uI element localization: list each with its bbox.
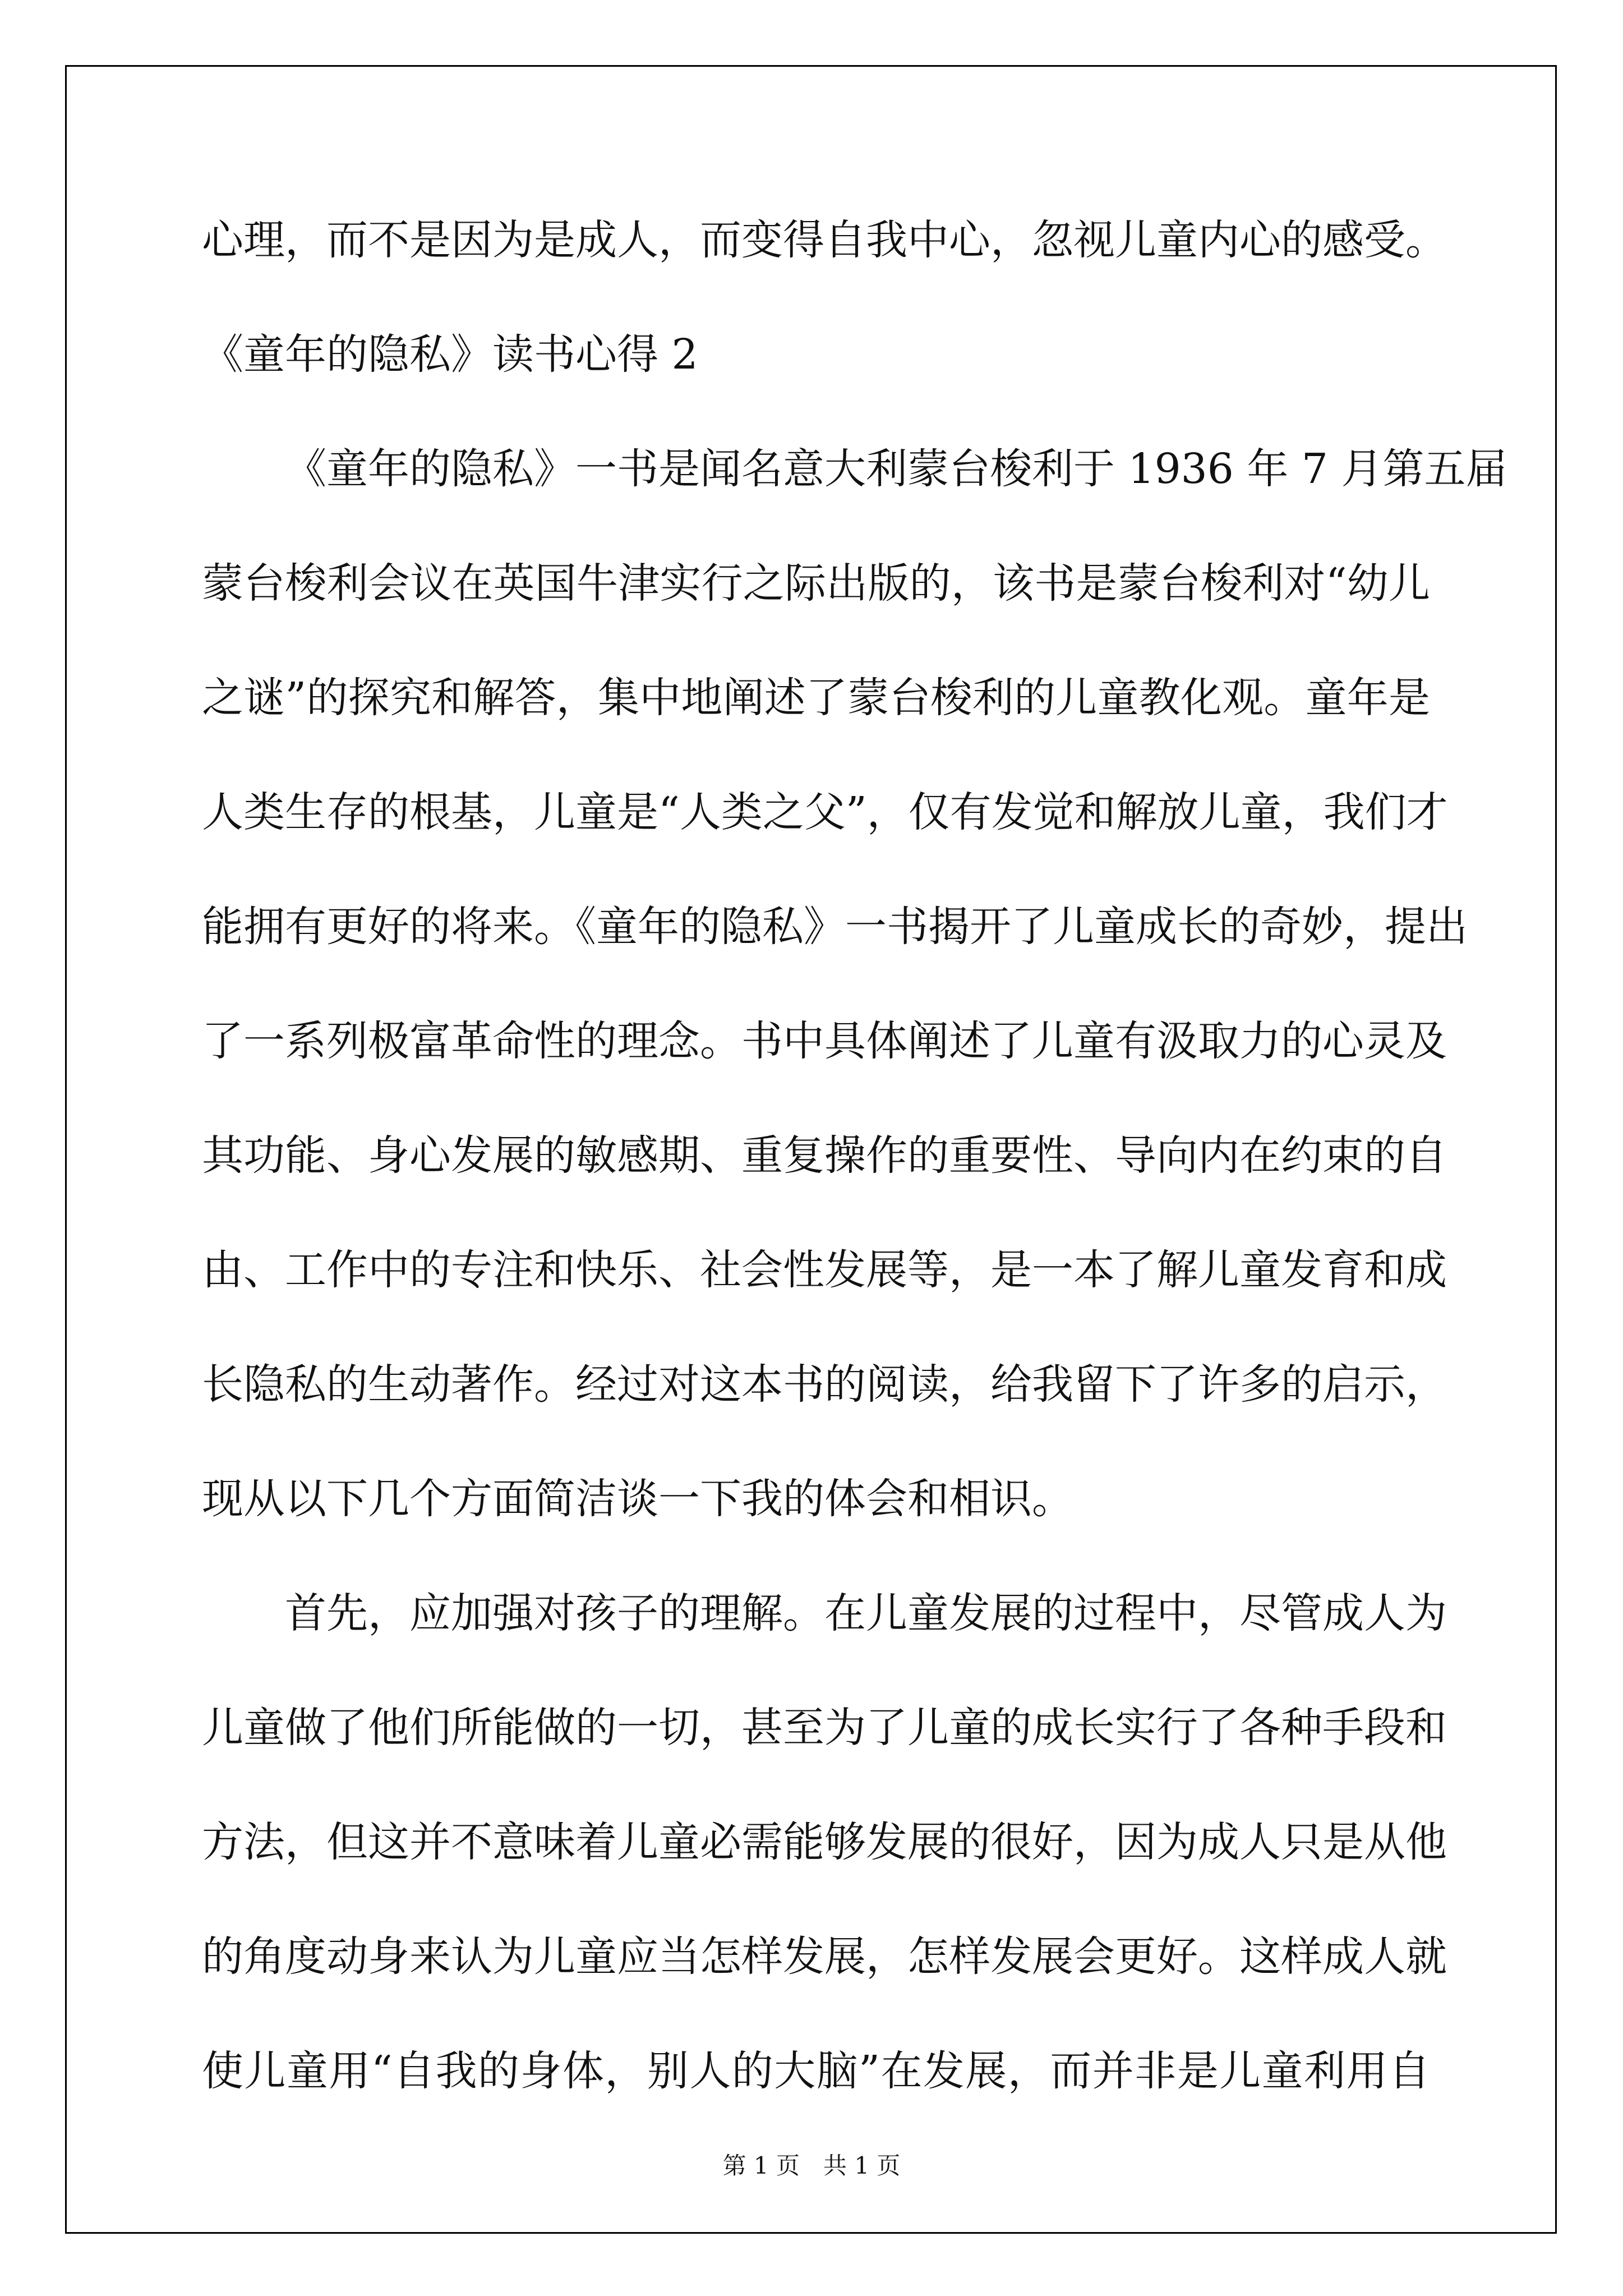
paragraph-line: 其功能、身心发展的敏感期、重复操作的重要性、导向内在约束的自 [202, 1131, 1447, 1180]
paragraph-line: 的角度动身来认为儿童应当怎样发展，怎样发展会更好。这样成人就 [202, 1932, 1447, 1981]
page-footer: 第 1 页 共 1 页 [722, 2152, 901, 2179]
paragraph-line: 之谜”的探究和解答，集中地阐述了蒙台梭利的儿童教化观。童年是 [202, 674, 1430, 722]
paragraph-line: 使儿童用“自我的身体，别人的大脑”在发展，而并非是儿童利用自 [202, 2047, 1430, 2095]
document-body [202, 206, 1507, 2152]
paragraph-line: 了一系列极富革命性的理念。书中具体阐述了儿童有汲取力的心灵及 [202, 1017, 1447, 1065]
paragraph-line: 《童年的隐私》一书是闻名意大利蒙台梭利于 1936 年 7 月第五届 [285, 445, 1507, 493]
paragraph-line: 首先，应加强对孩子的理解。在儿童发展的过程中，尽管成人为 [285, 1589, 1447, 1637]
paragraph-line: 蒙台梭利会议在英国牛津实行之际出版的，该书是蒙台梭利对“幼儿 [202, 559, 1430, 608]
paragraph-line: 儿童做了他们所能做的一切，甚至为了儿童的成长实行了各种手段和 [202, 1704, 1447, 1752]
paragraph-line: 人类生存的根基，儿童是“人类之父”，仅有发觉和解放儿童，我们才 [202, 788, 1448, 836]
paragraph-line: 长隐私的生动著作。经过对这本书的阅读，给我留下了许多的启示， [202, 1360, 1447, 1409]
paragraph-line: 能拥有更好的将来。《童年的隐私》一书揭开了儿童成长的奇妙，提出 [202, 903, 1468, 951]
paragraph-line: 心理，而不是因为是成人，而变得自我中心，忽视儿童内心的感受。 [202, 216, 1447, 264]
paragraph-line: 方法，但这并不意味着儿童必需能够发展的很好，因为成人只是从他 [202, 1818, 1447, 1866]
paragraph-line: 由、工作中的专注和快乐、社会性发展等，是一本了解儿童发育和成 [202, 1246, 1447, 1294]
paragraph-line: 现从以下几个方面简洁谈一下我的体会和相识。 [202, 1475, 1073, 1523]
section-heading: 《童年的隐私》读书心得 2 [202, 330, 698, 379]
